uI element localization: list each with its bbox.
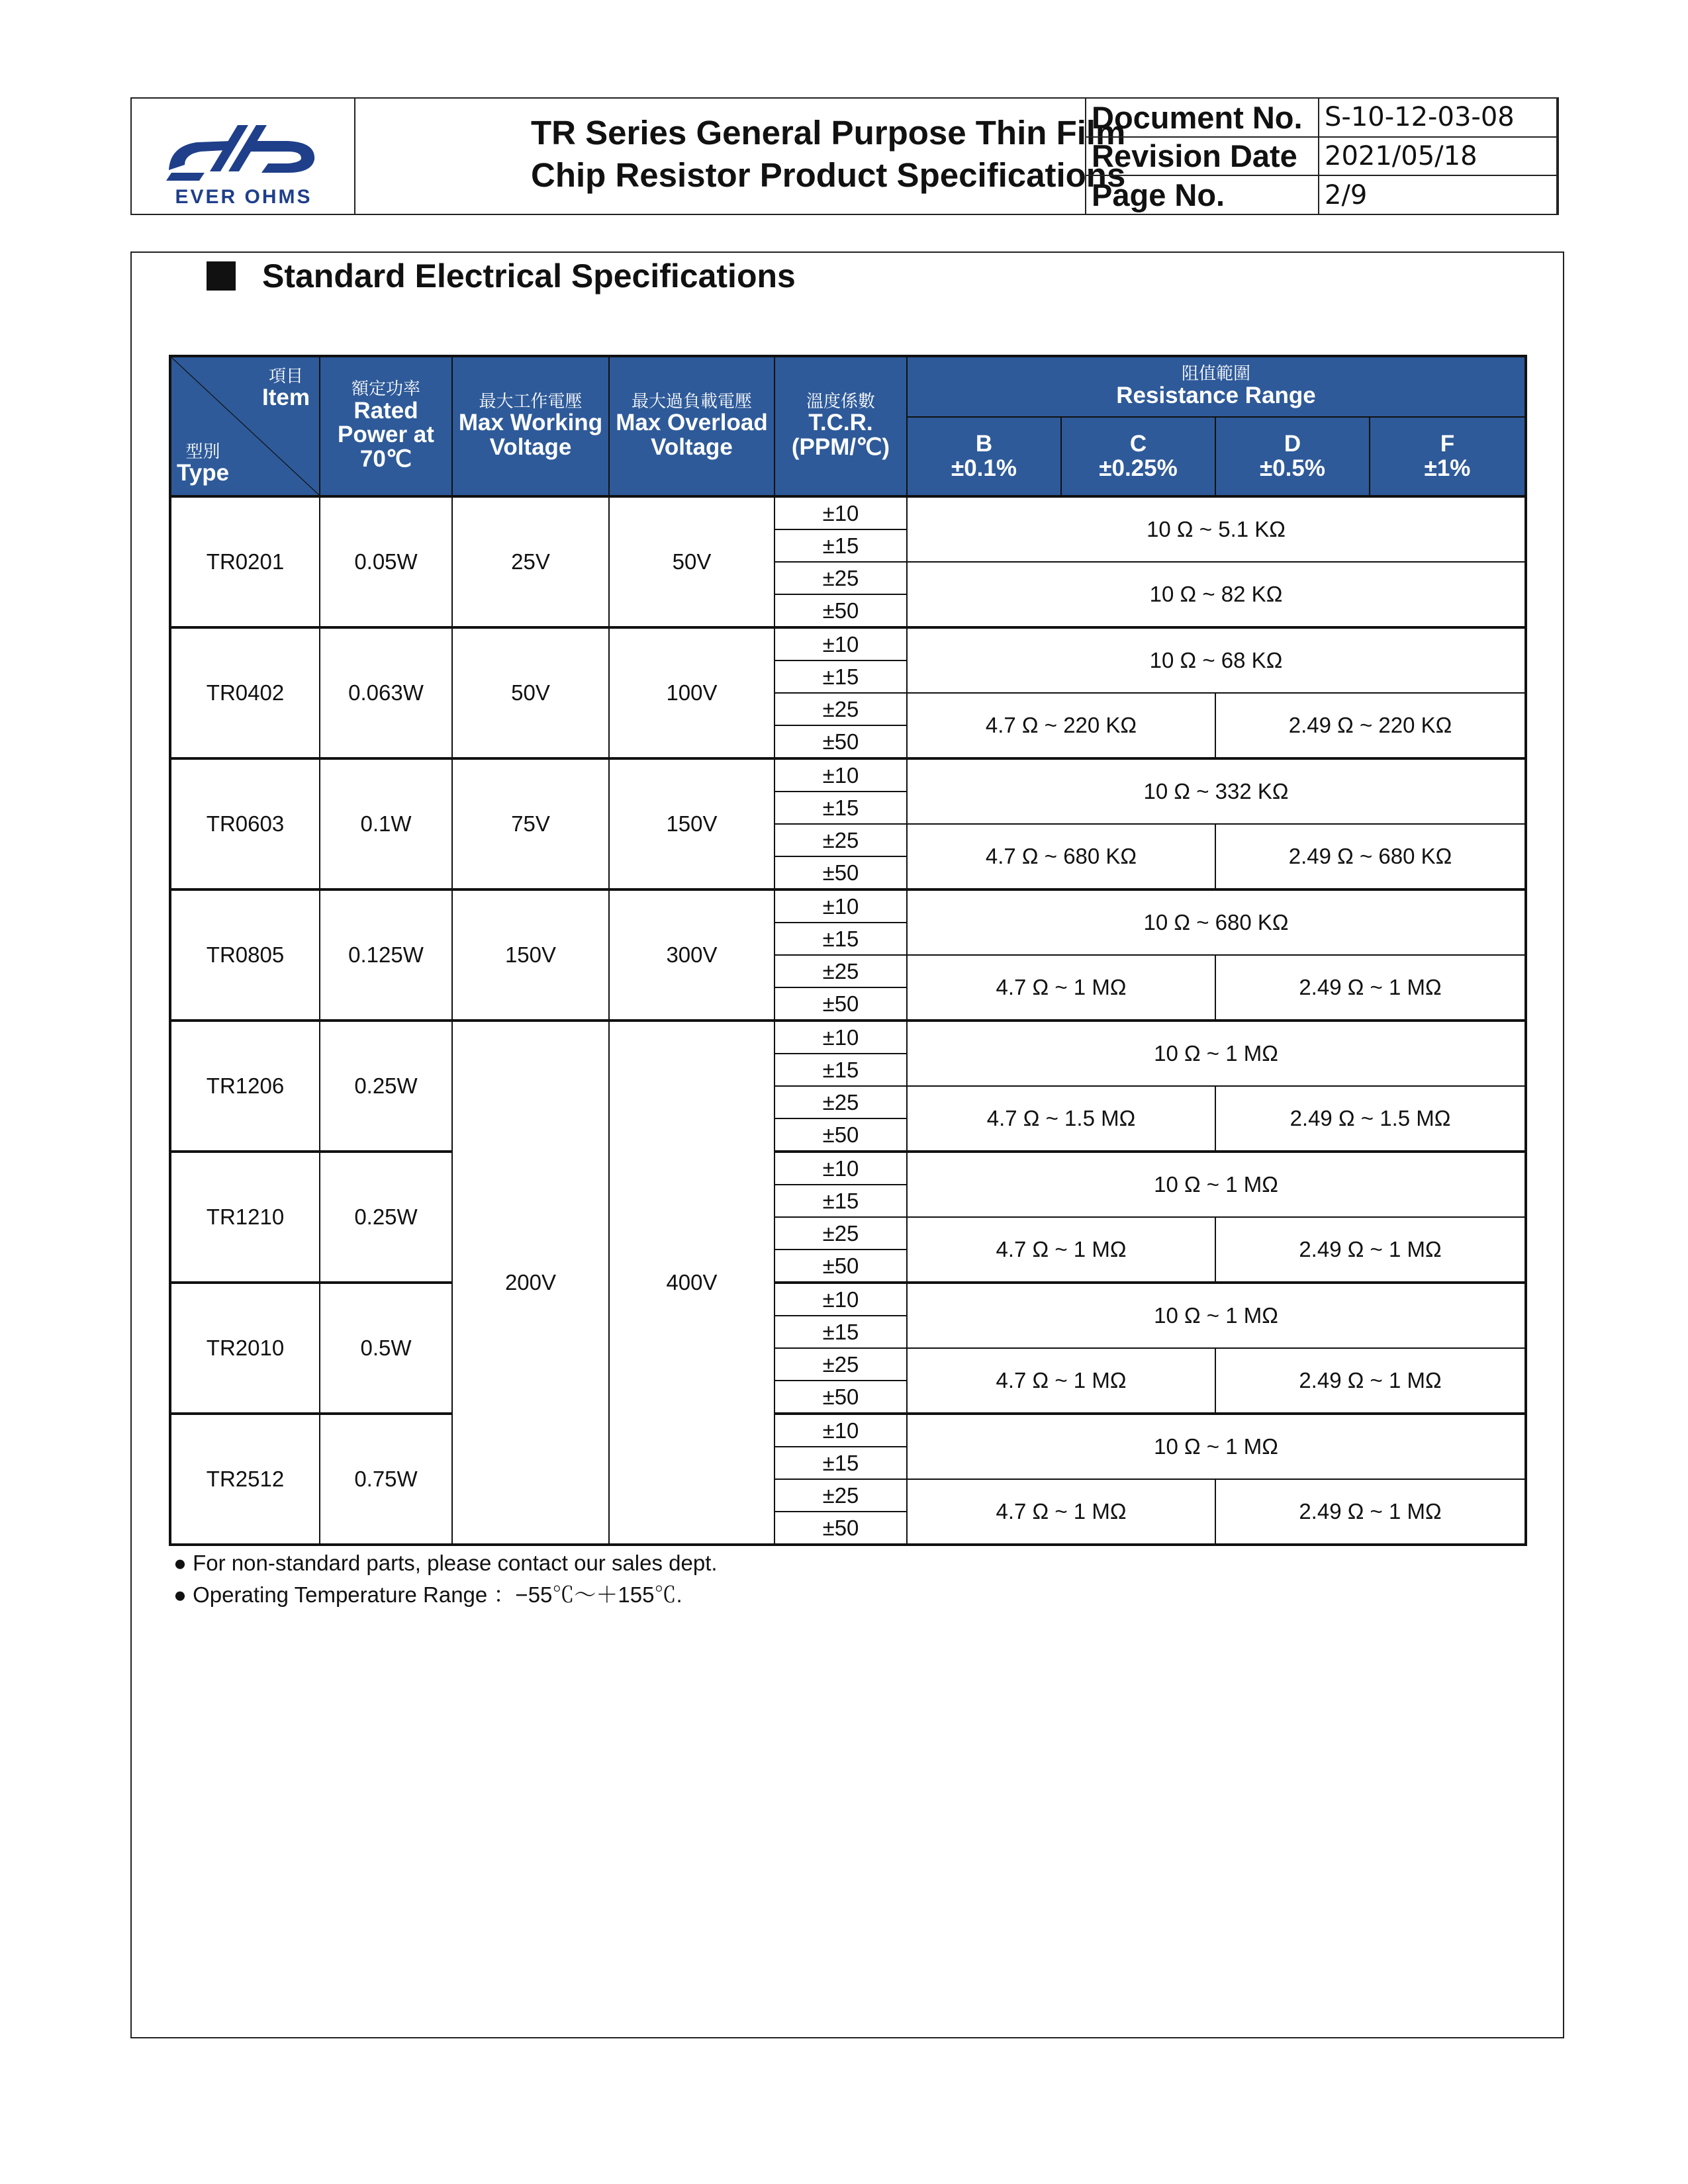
table-row	[170, 627, 1526, 660]
range-cell: 4.7 Ω ~ 1 MΩ	[907, 1479, 1215, 1545]
tcr-cell: ±10	[774, 1414, 907, 1447]
max-working-voltage-header	[452, 356, 609, 496]
rated-power-header	[320, 356, 452, 496]
range-cell: 10 Ω ~ 1 MΩ	[907, 1021, 1526, 1086]
type-cell: TR2512	[170, 1414, 320, 1545]
mov-cell: 300V	[609, 889, 774, 1021]
tcr-cell: ±10	[774, 627, 907, 660]
mov-cn: 最大過負載電壓	[631, 391, 752, 412]
range-cell: 2.49 Ω ~ 1 MΩ	[1215, 955, 1526, 1021]
range-cell: 4.7 Ω ~ 1 MΩ	[907, 1217, 1215, 1283]
tcr-cell: ±25	[774, 1348, 907, 1381]
range-en: Resistance Range	[1116, 382, 1316, 408]
shared-mwv-cell: 200V	[452, 1021, 609, 1545]
tcr-cell: ±25	[774, 693, 907, 725]
tol-b-value: ±0.1%	[951, 455, 1017, 481]
type-cell: TR1206	[170, 1021, 320, 1152]
type-cell: TR0805	[170, 889, 320, 1021]
range-cell: 4.7 Ω ~ 1 MΩ	[907, 1348, 1215, 1414]
tolerance-c-header	[1061, 417, 1215, 496]
max-overload-voltage-header	[609, 356, 774, 496]
mwv-cell: 50V	[452, 627, 609, 758]
tcr-cell: ±15	[774, 792, 907, 824]
tcr-cell: ±25	[774, 562, 907, 594]
notes	[173, 1547, 718, 1611]
tcr-cell: ±25	[774, 1217, 907, 1250]
type-cell: TR0201	[170, 496, 320, 627]
power-cell: 0.25W	[320, 1152, 452, 1283]
tcr-header	[774, 356, 907, 496]
document-header	[130, 97, 1558, 215]
tcr-cell: ±25	[774, 955, 907, 987]
mov-cell: 100V	[609, 627, 774, 758]
tcr-cell: ±10	[774, 1283, 907, 1316]
tcr-cell: ±50	[774, 1118, 907, 1152]
type-en: Type	[177, 460, 230, 486]
mov-cell: 150V	[609, 758, 774, 889]
type-cell: TR0402	[170, 627, 320, 758]
mwv-en: Max Working Voltage	[458, 409, 603, 460]
electrical-spec-table	[169, 355, 1527, 1546]
type-cell: TR1210	[170, 1152, 320, 1283]
table-row	[170, 758, 1526, 792]
range-cn: 阻值範圍	[1182, 364, 1251, 385]
range-cell: 2.49 Ω ~ 220 KΩ	[1215, 693, 1526, 758]
tcr-cell: ±10	[774, 889, 907, 923]
tcr-cell: ±25	[774, 1086, 907, 1118]
tcr-cell: ±50	[774, 1512, 907, 1545]
revision-date-label: Revision Date	[1086, 137, 1319, 176]
tcr-cell: ±50	[774, 1381, 907, 1414]
power-cell: 0.5W	[320, 1283, 452, 1414]
tcr-cell: ±50	[774, 594, 907, 627]
tcr-cell: ±15	[774, 1316, 907, 1348]
type-cell: TR2010	[170, 1283, 320, 1414]
document-title-line-2: Chip Resistor Product Specifications	[531, 156, 1126, 194]
range-cell: 4.7 Ω ~ 220 KΩ	[907, 693, 1215, 758]
tcr-cell: ±25	[774, 824, 907, 856]
item-type-header	[170, 356, 320, 496]
tolerance-f-header	[1370, 417, 1526, 496]
mov-cell: 50V	[609, 496, 774, 627]
ever-ohms-logo	[132, 99, 355, 214]
tcr-cell: ±10	[774, 1021, 907, 1054]
tcr-cn: 溫度係數	[806, 391, 875, 412]
doc-no-label: Document No.	[1086, 98, 1319, 137]
range-cell: 2.49 Ω ~ 1.5 MΩ	[1215, 1086, 1526, 1152]
power-cell: 0.75W	[320, 1414, 452, 1545]
note-operating-temperature: ● Operating Temperature Range ：−55℃～＋155℃.	[173, 1582, 682, 1607]
tcr-cell: ±15	[774, 1185, 907, 1217]
mov-en: Max Overload Voltage	[616, 409, 768, 460]
table-row	[170, 1021, 1526, 1054]
range-cell: 10 Ω ~ 1 MΩ	[907, 1283, 1526, 1348]
tol-c-value: ±0.25%	[1099, 455, 1178, 481]
tcr-cell: ±10	[774, 496, 907, 529]
mwv-cell: 150V	[452, 889, 609, 1021]
range-cell: 2.49 Ω ~ 1 MΩ	[1215, 1479, 1526, 1545]
range-cell: 4.7 Ω ~ 1 MΩ	[907, 955, 1215, 1021]
rated-power-cn: 額定功率	[351, 379, 420, 400]
table-row	[170, 889, 1526, 923]
note-non-standard: ● For non-standard parts, please contact our sales dept.	[173, 1551, 718, 1575]
section-bullet-icon	[207, 261, 236, 291]
tcr-cell: ±25	[774, 1479, 907, 1512]
mwv-cell: 25V	[452, 496, 609, 627]
range-cell: 2.49 Ω ~ 1 MΩ	[1215, 1217, 1526, 1283]
tol-c-code: C	[1129, 430, 1147, 457]
range-cell: 2.49 Ω ~ 1 MΩ	[1215, 1348, 1526, 1414]
range-cell: 10 Ω ~ 5.1 KΩ	[907, 496, 1526, 562]
tcr-cell: ±50	[774, 1250, 907, 1283]
tcr-cell: ±50	[774, 725, 907, 758]
tcr-cell: ±50	[774, 987, 907, 1021]
range-cell: 10 Ω ~ 332 KΩ	[907, 758, 1526, 824]
tcr-cell: ±15	[774, 660, 907, 693]
tol-b-code: B	[975, 430, 993, 457]
range-cell: 4.7 Ω ~ 680 KΩ	[907, 824, 1215, 889]
section-title-text: Standard Electrical Specifications	[262, 257, 796, 295]
tolerance-b-header	[907, 417, 1061, 496]
range-cell: 10 Ω ~ 1 MΩ	[907, 1414, 1526, 1479]
type-cn: 型別	[185, 441, 220, 462]
table-row	[170, 496, 1526, 529]
range-cell: 10 Ω ~ 68 KΩ	[907, 627, 1526, 693]
power-cell: 0.125W	[320, 889, 452, 1021]
document-info-table	[1085, 97, 1559, 215]
mwv-cn: 最大工作電壓	[479, 391, 583, 412]
tcr-cell: ±15	[774, 1054, 907, 1086]
item-en: Item	[262, 385, 310, 411]
doc-no-value: S-10-12-03-08	[1319, 98, 1558, 137]
tol-f-value: ±1%	[1424, 455, 1471, 481]
revision-date-value: 2021/05/18	[1319, 137, 1558, 176]
tolerance-d-header	[1215, 417, 1370, 496]
tol-d-value: ±0.5%	[1260, 455, 1325, 481]
shared-mov-cell: 400V	[609, 1021, 774, 1545]
item-cn: 項目	[269, 367, 304, 387]
tcr-en: T.C.R. (PPM/℃)	[791, 409, 890, 460]
page-no-label: Page No.	[1086, 175, 1319, 214]
power-cell: 0.1W	[320, 758, 452, 889]
range-cell: 10 Ω ~ 680 KΩ	[907, 889, 1526, 955]
tcr-cell: ±50	[774, 856, 907, 889]
rated-power-en: Rated Power at 70℃	[338, 397, 434, 473]
range-cell: 10 Ω ~ 82 KΩ	[907, 562, 1526, 627]
logo-cell	[132, 99, 355, 214]
tcr-cell: ±10	[774, 1152, 907, 1185]
page-no-value: 2/9	[1319, 175, 1558, 214]
tcr-cell: ±10	[774, 758, 907, 792]
document-title-line-1: TR Series General Purpose Thin Film	[531, 114, 1126, 152]
logo-text: EVER OHMS	[175, 186, 312, 208]
range-cell: 2.49 Ω ~ 680 KΩ	[1215, 824, 1526, 889]
range-cell: 10 Ω ~ 1 MΩ	[907, 1152, 1526, 1217]
tol-f-code: F	[1440, 430, 1455, 457]
power-cell: 0.05W	[320, 496, 452, 627]
table-row	[170, 1152, 1526, 1185]
section-title	[207, 257, 796, 296]
type-cell: TR0603	[170, 758, 320, 889]
tcr-cell: ±15	[774, 529, 907, 562]
table-row	[170, 1283, 1526, 1316]
resistance-range-header	[907, 356, 1526, 417]
power-cell: 0.25W	[320, 1021, 452, 1152]
power-cell: 0.063W	[320, 627, 452, 758]
tcr-cell: ±15	[774, 923, 907, 955]
tcr-cell: ±15	[774, 1447, 907, 1479]
range-cell: 4.7 Ω ~ 1.5 MΩ	[907, 1086, 1215, 1152]
tol-d-code: D	[1284, 430, 1301, 457]
table-row	[170, 1414, 1526, 1447]
mwv-cell: 75V	[452, 758, 609, 889]
